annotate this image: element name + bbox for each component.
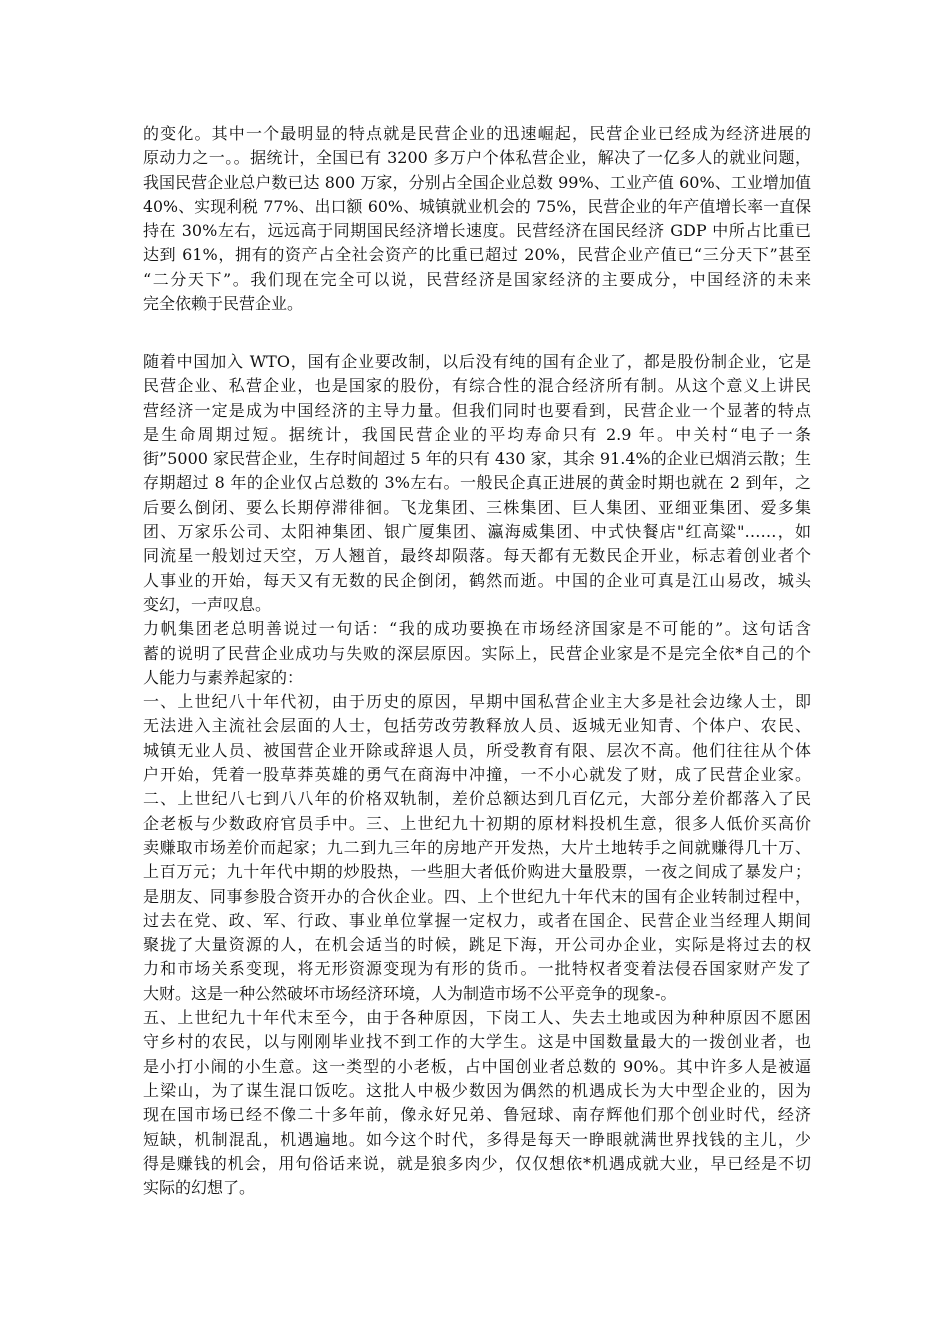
text-line: 是生命周期过短。据统计，我国民营企业的平均寿命只有 2.9 年。中关村“电子一条 <box>143 424 811 444</box>
text-line: 蓄的说明了民营企业成功与失败的深层原因。实际上，民营企业家是不是完全依*自己的个 <box>143 643 811 663</box>
text-line: 短缺，机制混乱，机遇遍地。如今这个时代，多得是每天一睁眼就满世界找钱的主儿，少 <box>143 1129 811 1149</box>
text-line: 企老板与少数政府官员手中。三、上世纪九十初期的原材料投机生意，很多人低价买高价 <box>143 813 811 833</box>
text-line: 聚拢了大量资源的人，在机会适当的时候，跳足下海，开公司办企业，实际是将过去的权 <box>143 935 811 955</box>
text-line: 民营企业、私营企业，也是国家的股份，有综合性的混合经济所有制。从这个意义上讲民 <box>143 376 811 396</box>
text-line: 卖赚取市场差价而起家；九二到九三年的房地产开发热，大片土地转手之间就赚得几十万、 <box>143 837 811 857</box>
text-line: 户开始，凭着一股草莽英雄的勇气在商海中冲撞，一不小心就发了财，成了民营企业家。 <box>143 765 811 785</box>
text-line: 的变化。其中一个最明显的特点就是民营企业的迅速崛起，民营企业已经成为经济进展的 <box>143 124 811 143</box>
text-line: 过去在党、政、军、行政、事业单位掌握一定权力，或者在国企、民营企业当经理人期间 <box>143 910 811 930</box>
text-line: 我国民营企业总户数已达 800 万家，分别占全国企业总数 99%、工业产值 60%、工业增加值 <box>143 172 811 192</box>
text-line: 得是赚钱的机会，用句俗话来说，就是狼多肉少，仅仅想依*机遇成就大业，早已经是不切 <box>143 1153 811 1173</box>
text-line: 持在 30%左右，远远高于同期国民经济增长速度。民营经济在国民经济 GDP 中所占比重已 <box>143 221 811 241</box>
text-line: 实际的幻想了。 <box>143 1178 256 1198</box>
text-line: 存期超过 8 年的企业仅占总数的 3%左右。一般民企真正进展的黄金时期也就在 2 到年，之 <box>143 473 811 493</box>
text-line: 守乡村的农民，以与刚刚毕业找不到工作的大学生。这是中国数量最大的一拨创业者，也 <box>143 1032 811 1052</box>
text-line: 是朋友、同事参股合资开办的合伙企业。四、上个世纪九十年代末的国有企业转制过程中， <box>143 886 811 906</box>
text-line: 团、万家乐公司、太阳神集团、银广厦集团、瀛海威集团、中式快餐店"红高粱"……，如 <box>143 522 811 542</box>
text-line: 大财。这是一种公然破坏市场经济环境，人为制造市场不公平竞争的现象-。 <box>143 983 677 1003</box>
text-line: 随着中国加入 WTO，国有企业要改制，以后没有纯的国有企业了，都是股份制企业，它是 <box>143 352 811 371</box>
text-line: 五、上世纪九十年代末至今，由于各种原因，下岗工人、失去土地或因为种种原因不愿困 <box>143 1008 811 1028</box>
text-line: 无法进入主流社会层面的人士，包括劳改劳教释放人员、返城无业知青、个体户、农民、 <box>143 716 811 736</box>
text-line: 变幻，一声叹息。 <box>143 594 272 614</box>
text-line: 一、上世纪八十年代初，由于历史的原因，早期中国私营企业主大多是社会边缘人士，即 <box>143 692 811 712</box>
paragraph-1 <box>143 122 811 316</box>
text-line: 是小打小闹的小生意。这一类型的小老板，占中国创业者总数的 90%。其中许多人是被逼 <box>143 1056 811 1076</box>
text-line: 二、上世纪八七到八八年的价格双轨制，差价总额达到几百亿元，大部分差价都落入了民 <box>143 789 811 809</box>
text-line: 力帆集团老总明善说过一句话：“我的成功要换在市场经济国家是不可能的”。这句话含 <box>143 619 811 639</box>
text-line: 原动力之一。。据统计，全国已有 3200 多万户个体私营企业，解决了一亿多人的就业问题， <box>143 148 811 168</box>
text-line: 街”5000 家民营企业，生存时间超过 5 年的只有 430 家，其余 91.4%的企业已烟消云散；生 <box>143 449 811 469</box>
text-line: 人能力与素养起家的： <box>143 667 304 687</box>
text-line: 完全依赖于民营企业。 <box>143 294 304 314</box>
paragraph-2 <box>143 350 811 1200</box>
text-line: 上梁山，为了谋生混口饭吃。这批人中极少数因为偶然的机遇成长为大中型企业的，因为 <box>143 1080 811 1100</box>
text-line: 营经济一定是成为中国经济的主导力量。但我们同时也要看到，民营企业一个显著的特点 <box>143 400 811 420</box>
text-line: 上百万元；九十年代中期的炒股热，一些胆大者低价购进大量股票，一夜之间成了暴发户； <box>143 862 811 882</box>
text-line: 城镇无业人员、被国营企业开除或辞退人员，所受教育有限、层次不高。他们往往从个体 <box>143 740 811 760</box>
text-line: 后要么倒闭、要么长期停滞徘徊。飞龙集团、三株集团、巨人集团、亚细亚集团、爱多集 <box>143 497 811 517</box>
text-line: 40%、实现利税 77%、出口额 60%、城镇就业机会的 75%，民营企业的年产值增长率一直保 <box>143 196 811 216</box>
text-line: “二分天下”。我们现在完全可以说，民营经济是国家经济的主要成分，中国经济的未来 <box>143 269 811 289</box>
text-line: 现在国市场已经不像二十多年前，像永好兄弟、鲁冠球、南存辉他们那个创业时代，经济 <box>143 1105 811 1125</box>
text-line: 同流星一般划过天空，万人翘首，最终却陨落。每天都有无数民企开业，标志着创业者个 <box>143 546 811 566</box>
text-line: 达到 61%，拥有的资产占全社会资产的比重已超过 20%，民营企业产值已“三分天下”甚至 <box>143 245 811 265</box>
text-line: 力和市场关系变现，将无形资源变现为有形的货币。一批特权者变着法侵吞国家财产发了 <box>143 959 811 979</box>
text-line: 人事业的开始，每天又有无数的民企倒闭，鹤然而逝。中国的企业可真是江山易改，城头 <box>143 570 811 590</box>
